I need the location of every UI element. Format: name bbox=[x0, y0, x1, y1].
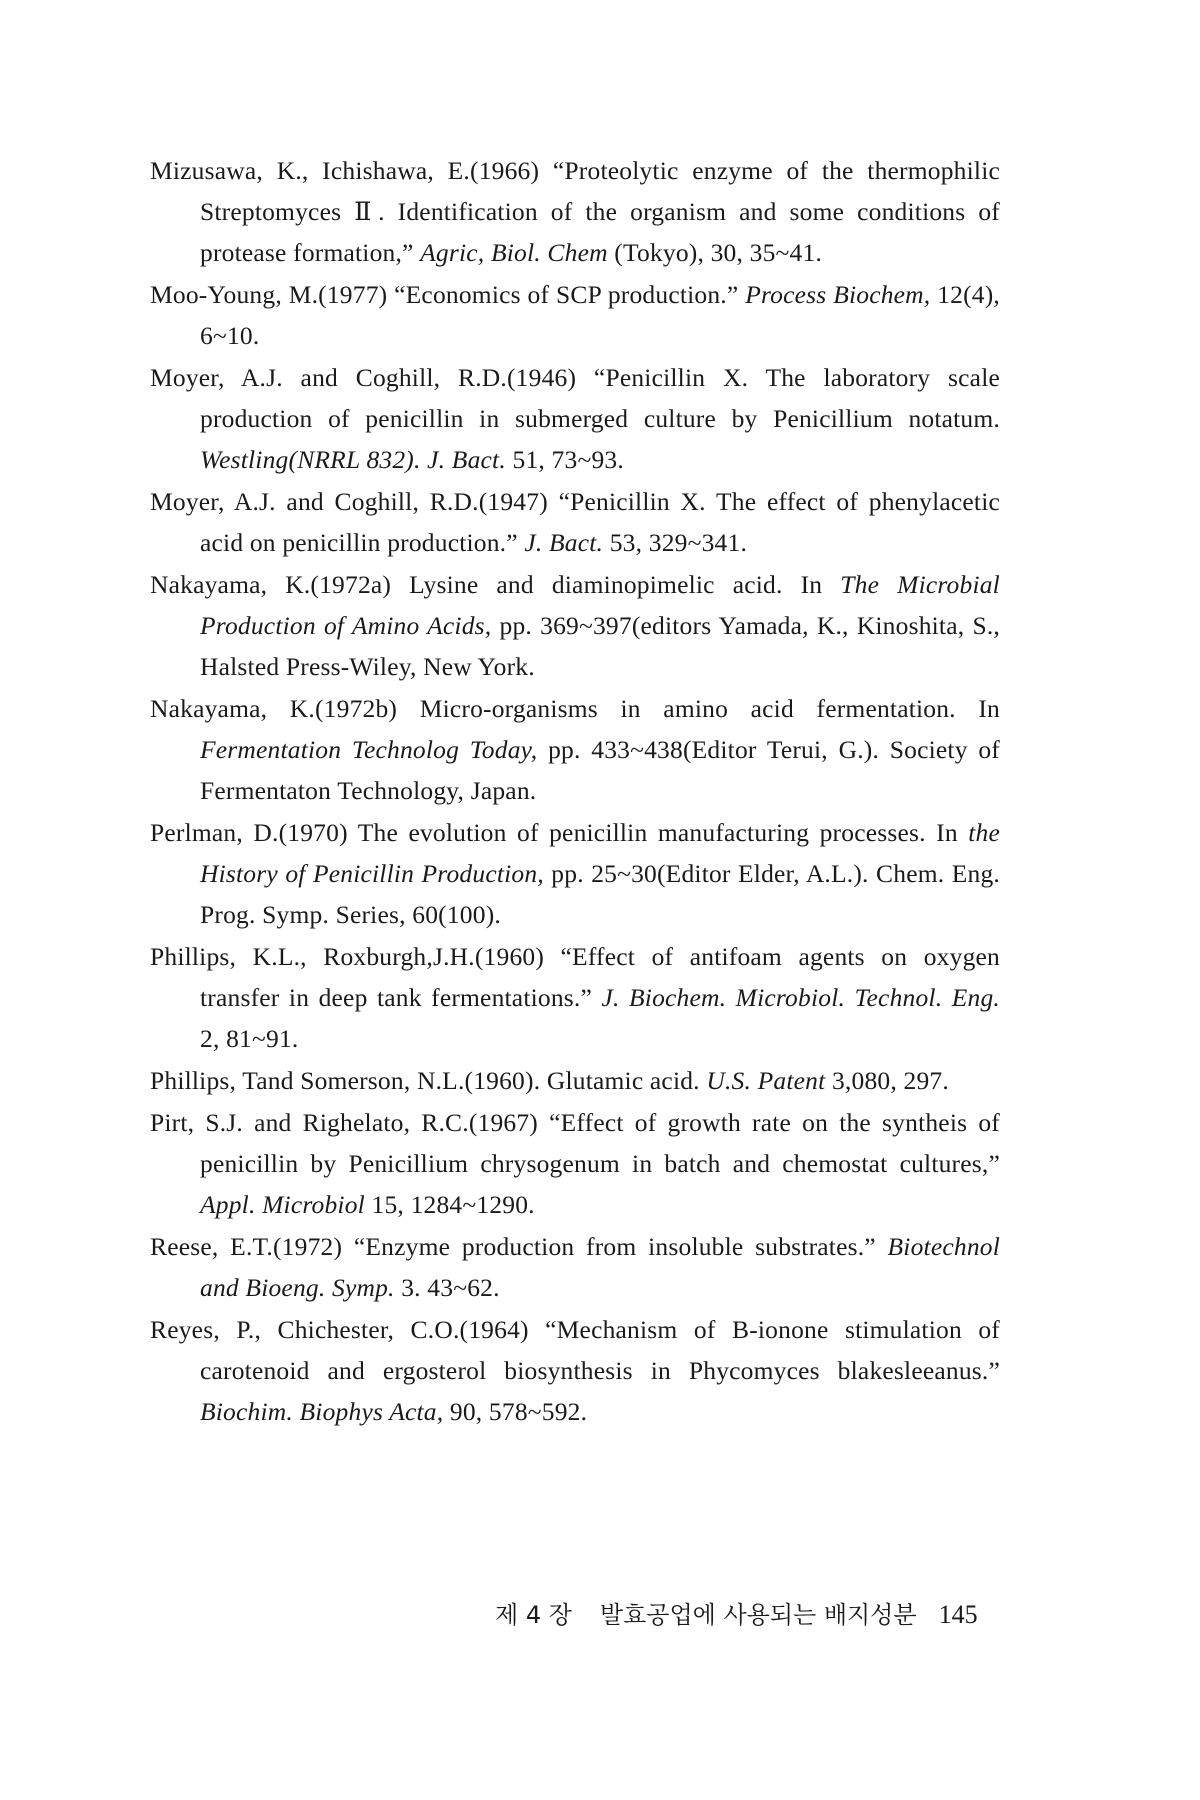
reference-text: Perlman, D.(1970) The evolution of penicillin manufacturing processes. In bbox=[150, 818, 969, 847]
reference-entry-7 bbox=[150, 936, 1000, 1059]
page-footer bbox=[495, 1595, 995, 1630]
reference-text: Mizusawa, K., Ichishawa, E.(1966) “Proteolytic enzyme of the thermophilic Streptomyces Ⅱ. Identification of the organism and some conditions of protease formation,” bbox=[150, 156, 1000, 267]
reference-text: 15, 1284~1290. bbox=[364, 1190, 535, 1219]
reference-text: 12(4), 6~10. bbox=[200, 280, 1000, 350]
reference-text: Phillips, K.L., Roxburgh,J.H.(1960) “Effect of antifoam agents on oxygen transfer in deep tank fermentations.” bbox=[150, 942, 1000, 1012]
reference-text: 3. 43~62. bbox=[394, 1273, 500, 1302]
reference-journal: Appl. Microbiol bbox=[200, 1190, 365, 1219]
reference-journal: Process Biochem, bbox=[745, 280, 931, 309]
reference-text: Pirt, S.J. and Righelato, R.C.(1967) “Effect of growth rate on the syntheis of penicillin by Penicillium chrysogenum in batch and chemostat cultures,” bbox=[150, 1108, 1000, 1178]
reference-entry-8 bbox=[150, 1060, 1000, 1101]
reference-entry-11 bbox=[150, 1309, 1000, 1432]
reference-text: pp. 25~30(Editor Elder, A.L.). Chem. Eng. Prog. Symp. Series, 60(100). bbox=[200, 859, 1000, 929]
reference-entry-0 bbox=[150, 150, 1000, 273]
reference-journal: the History of Penicillin Production, bbox=[200, 818, 1000, 888]
reference-journal: J. Biochem. Microbiol. Technol. Eng. bbox=[601, 983, 1000, 1012]
chapter-title: 발효공업에 사용되는 배지성분 bbox=[599, 1601, 917, 1629]
reference-entry-4 bbox=[150, 564, 1000, 687]
reference-text: pp. 433~438(Editor Terui, G.). Society of Fermentaton Technology, Japan. bbox=[200, 735, 1001, 805]
reference-text: 53, 329~341. bbox=[603, 528, 748, 557]
reference-entry-1 bbox=[150, 274, 1000, 356]
chapter-label: 제 4 장 bbox=[495, 1601, 572, 1629]
reference-journal: The Microbial Production of Amino Acids, bbox=[200, 570, 1000, 640]
reference-journal: Fermentation Technolog Today, bbox=[200, 735, 538, 764]
reference-text: Nakayama, K.(1972b) Micro-organisms in amino acid fermentation. In bbox=[150, 694, 1000, 723]
reference-entry-6 bbox=[150, 812, 1000, 935]
reference-journal: J. Bact. bbox=[524, 528, 604, 557]
reference-entry-5 bbox=[150, 688, 1000, 811]
reference-journal: Biochim. Biophys Acta, bbox=[200, 1397, 444, 1426]
reference-text: 2, 81~91. bbox=[200, 1024, 299, 1053]
reference-list bbox=[150, 150, 1000, 1433]
reference-text: Nakayama, K.(1972a) Lysine and diaminopimelic acid. In bbox=[150, 570, 841, 599]
reference-text: (Tokyo), 30, 35~41. bbox=[607, 238, 823, 267]
reference-text: Moo-Young, M.(1977) “Economics of SCP production.” bbox=[150, 280, 746, 309]
reference-entry-10 bbox=[150, 1226, 1000, 1308]
reference-journal: Agric, Biol. Chem bbox=[420, 238, 608, 267]
reference-text: Moyer, A.J. and Coghill, R.D.(1946) “Penicillin X. The laboratory scale production of penicillin in submerged culture by Penicillium notatum. bbox=[150, 363, 1000, 433]
reference-journal: U.S. Patent bbox=[706, 1066, 826, 1095]
reference-text: Moyer, A.J. and Coghill, R.D.(1947) “Penicillin X. The effect of phenylacetic acid on penicillin production.” bbox=[150, 487, 1000, 557]
reference-journal: Biotechnol and Bioeng. Symp. bbox=[200, 1232, 1000, 1302]
reference-entry-2 bbox=[150, 357, 1000, 480]
reference-text: Reese, E.T.(1972) “Enzyme production from insoluble substrates.” bbox=[150, 1232, 888, 1261]
reference-text: Phillips, Tand Somerson, N.L.(1960). Glutamic acid. bbox=[150, 1066, 707, 1095]
page-number: 145 bbox=[938, 1600, 978, 1629]
reference-text: 90, 578~592. bbox=[443, 1397, 588, 1426]
reference-entry-9 bbox=[150, 1102, 1000, 1225]
reference-text: pp. 369~397(editors Yamada, K., Kinoshita, S., Halsted Press-Wiley, New York. bbox=[200, 611, 1000, 681]
reference-text: Reyes, P., Chichester, C.O.(1964) “Mechanism of B-ionone stimulation of carotenoid and ergosterol biosynthesis in Phycomyces blakesleeanus.” bbox=[150, 1315, 1000, 1385]
reference-journal: Westling(NRRL 832). J. Bact. bbox=[200, 445, 506, 474]
reference-text: 3,080, 297. bbox=[825, 1066, 949, 1095]
reference-entry-3 bbox=[150, 481, 1000, 563]
reference-text: 51, 73~93. bbox=[505, 445, 624, 474]
